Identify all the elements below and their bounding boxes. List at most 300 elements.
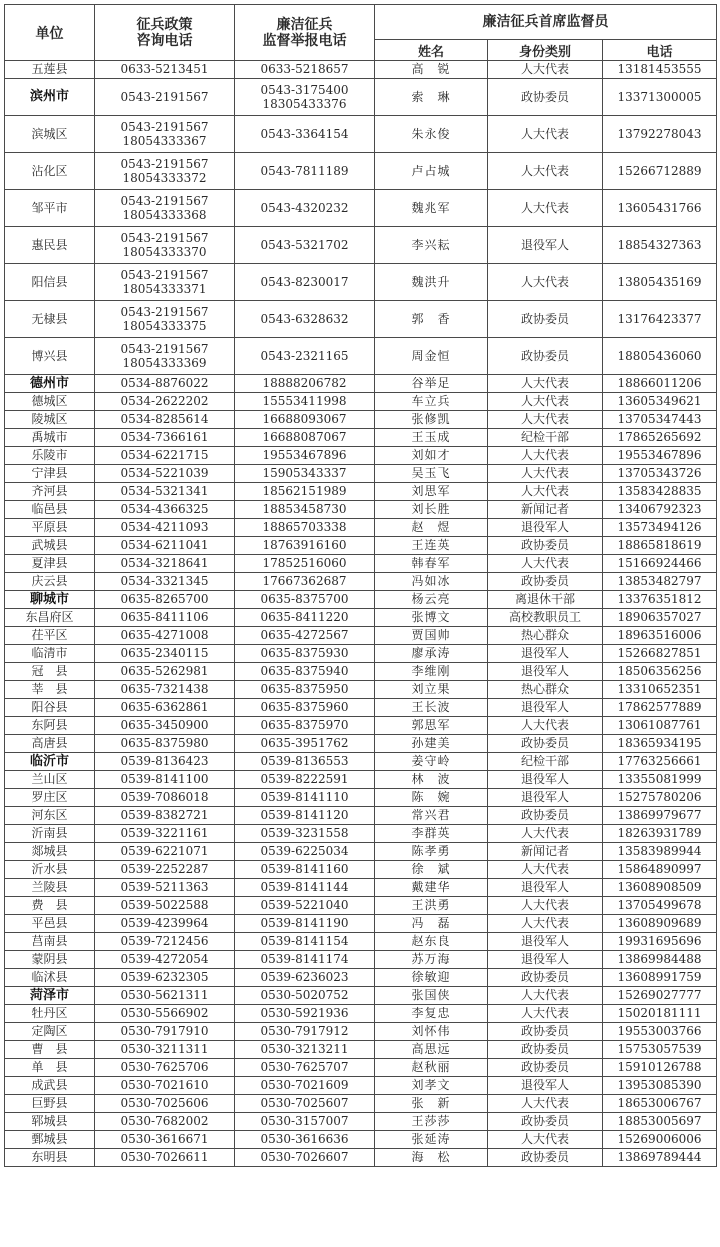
consult-phone-cell: 0539-4272054 (95, 951, 235, 969)
unit-cell: 郓城县 (5, 1113, 95, 1131)
phone-cell: 18854327363 (603, 227, 717, 264)
table-row (5, 116, 717, 153)
name-cell: 王洪勇 (375, 897, 488, 915)
phone-cell: 13376351812 (603, 591, 717, 609)
header-phone: 电话 (603, 40, 717, 61)
identity-cell: 离退休干部 (488, 591, 603, 609)
consult-phone-cell: 0543-2191567 18054333372 (95, 153, 235, 190)
report-phone-cell: 0635-8375940 (235, 663, 375, 681)
report-phone-cell: 0539-8222591 (235, 771, 375, 789)
unit-cell: 邹平市 (5, 190, 95, 227)
consult-phone-cell: 0543-2191567 18054333369 (95, 338, 235, 375)
name-cell: 徐 斌 (375, 861, 488, 879)
consult-phone-cell: 0635-6362861 (95, 699, 235, 717)
table-row (5, 501, 717, 519)
identity-cell: 新闻记者 (488, 843, 603, 861)
table-row (5, 1059, 717, 1077)
report-phone-cell: 0539-8141144 (235, 879, 375, 897)
report-phone-cell: 0635-4272567 (235, 627, 375, 645)
report-phone-cell: 0530-5020752 (235, 987, 375, 1005)
consult-phone-cell: 0539-7212456 (95, 933, 235, 951)
report-phone-cell: 0539-5221040 (235, 897, 375, 915)
identity-cell: 人大代表 (488, 897, 603, 915)
name-cell: 谷举足 (375, 375, 488, 393)
identity-cell: 高校教职员工 (488, 609, 603, 627)
consult-phone-cell: 0635-5262981 (95, 663, 235, 681)
identity-cell: 退役军人 (488, 699, 603, 717)
phone-cell: 18866011206 (603, 375, 717, 393)
consult-phone-cell: 0539-6232305 (95, 969, 235, 987)
name-cell: 冯如冰 (375, 573, 488, 591)
name-cell: 郭思军 (375, 717, 488, 735)
consult-phone-cell: 0539-5211363 (95, 879, 235, 897)
name-cell: 徐敏迎 (375, 969, 488, 987)
identity-cell: 人大代表 (488, 190, 603, 227)
unit-cell: 平邑县 (5, 915, 95, 933)
unit-cell: 定陶区 (5, 1023, 95, 1041)
identity-cell: 退役军人 (488, 227, 603, 264)
table-row (5, 681, 717, 699)
unit-cell: 武城县 (5, 537, 95, 555)
identity-cell: 人大代表 (488, 411, 603, 429)
table-body (5, 61, 717, 1167)
name-cell: 李兴耘 (375, 227, 488, 264)
unit-cell: 莘 县 (5, 681, 95, 699)
report-phone-cell: 15553411998 (235, 393, 375, 411)
phone-cell: 15266827851 (603, 645, 717, 663)
consult-phone-cell: 0539-6221071 (95, 843, 235, 861)
identity-cell: 政协委员 (488, 1113, 603, 1131)
name-cell: 王莎莎 (375, 1113, 488, 1131)
phone-cell: 13869984488 (603, 951, 717, 969)
consult-phone-cell: 0530-7917910 (95, 1023, 235, 1041)
unit-cell: 沾化区 (5, 153, 95, 190)
phone-cell: 13608991759 (603, 969, 717, 987)
name-cell: 王玉成 (375, 429, 488, 447)
table-row (5, 1113, 717, 1131)
name-cell: 陈孝勇 (375, 843, 488, 861)
phone-cell: 13605349621 (603, 393, 717, 411)
table-row (5, 264, 717, 301)
name-cell: 张修凯 (375, 411, 488, 429)
unit-cell: 平原县 (5, 519, 95, 537)
name-cell: 魏洪升 (375, 264, 488, 301)
report-phone-cell: 0530-7625707 (235, 1059, 375, 1077)
name-cell: 张国侠 (375, 987, 488, 1005)
identity-cell: 政协委员 (488, 1023, 603, 1041)
report-phone-cell: 0539-8141190 (235, 915, 375, 933)
name-cell: 贾国帅 (375, 627, 488, 645)
phone-cell: 18365934195 (603, 735, 717, 753)
table-row (5, 969, 717, 987)
consult-phone-cell: 0543-2191567 18054333371 (95, 264, 235, 301)
table-row (5, 227, 717, 264)
report-phone-cell: 0635-8411220 (235, 609, 375, 627)
unit-cell: 阳信县 (5, 264, 95, 301)
consult-phone-cell: 0539-2252287 (95, 861, 235, 879)
unit-cell: 河东区 (5, 807, 95, 825)
name-cell: 常兴君 (375, 807, 488, 825)
identity-cell: 政协委员 (488, 807, 603, 825)
name-cell: 周金恒 (375, 338, 488, 375)
consult-phone-cell: 0534-6211041 (95, 537, 235, 555)
identity-cell: 纪检干部 (488, 429, 603, 447)
identity-cell: 人大代表 (488, 717, 603, 735)
phone-cell: 13705343726 (603, 465, 717, 483)
consult-phone-cell: 0530-7026611 (95, 1149, 235, 1167)
identity-cell: 政协委员 (488, 537, 603, 555)
unit-cell: 费 县 (5, 897, 95, 915)
consult-phone-cell: 0539-8136423 (95, 753, 235, 771)
consult-phone-cell: 0530-5566902 (95, 1005, 235, 1023)
name-cell: 李复忠 (375, 1005, 488, 1023)
table-row (5, 153, 717, 190)
phone-cell: 13705347443 (603, 411, 717, 429)
table-row (5, 789, 717, 807)
unit-cell: 临沂市 (5, 753, 95, 771)
consult-phone-cell: 0530-7025606 (95, 1095, 235, 1113)
unit-cell: 沂水县 (5, 861, 95, 879)
table-row (5, 987, 717, 1005)
report-phone-cell: 0530-3213211 (235, 1041, 375, 1059)
consult-phone-cell: 0635-3450900 (95, 717, 235, 735)
table-row (5, 573, 717, 591)
unit-cell: 陵城区 (5, 411, 95, 429)
phone-cell: 15266712889 (603, 153, 717, 190)
name-cell: 朱永俊 (375, 116, 488, 153)
phone-cell: 13869979677 (603, 807, 717, 825)
identity-cell: 政协委员 (488, 1149, 603, 1167)
table-row (5, 447, 717, 465)
identity-cell: 退役军人 (488, 1077, 603, 1095)
consult-phone-cell: 0635-8375980 (95, 735, 235, 753)
supervisor-contact-table (4, 4, 717, 1167)
report-phone-cell: 0539-3231558 (235, 825, 375, 843)
table-row (5, 1005, 717, 1023)
phone-cell: 18653006767 (603, 1095, 717, 1113)
phone-cell: 13805435169 (603, 264, 717, 301)
phone-cell: 18963516006 (603, 627, 717, 645)
unit-cell: 曹 县 (5, 1041, 95, 1059)
phone-cell: 13573494126 (603, 519, 717, 537)
report-phone-cell: 0530-7026607 (235, 1149, 375, 1167)
unit-cell: 郯城县 (5, 843, 95, 861)
identity-cell: 人大代表 (488, 915, 603, 933)
phone-cell: 13310652351 (603, 681, 717, 699)
unit-cell: 兰陵县 (5, 879, 95, 897)
phone-cell: 19931695696 (603, 933, 717, 951)
name-cell: 索 琳 (375, 79, 488, 116)
unit-cell: 鄄城县 (5, 1131, 95, 1149)
name-cell: 戴建华 (375, 879, 488, 897)
name-cell: 赵秋丽 (375, 1059, 488, 1077)
unit-cell: 罗庄区 (5, 789, 95, 807)
unit-cell: 冠 县 (5, 663, 95, 681)
identity-cell: 人大代表 (488, 393, 603, 411)
table-row (5, 771, 717, 789)
phone-cell: 17763256661 (603, 753, 717, 771)
report-phone-cell: 0543-5321702 (235, 227, 375, 264)
identity-cell: 人大代表 (488, 861, 603, 879)
consult-phone-cell: 0534-6221715 (95, 447, 235, 465)
phone-cell: 13355081999 (603, 771, 717, 789)
report-phone-cell: 0530-7917912 (235, 1023, 375, 1041)
report-phone-cell: 0543-3175400 18305433376 (235, 79, 375, 116)
identity-cell: 人大代表 (488, 465, 603, 483)
name-cell: 陈 婉 (375, 789, 488, 807)
table-row (5, 338, 717, 375)
phone-cell: 13371300005 (603, 79, 717, 116)
report-phone-cell: 0635-8375960 (235, 699, 375, 717)
table-row (5, 699, 717, 717)
report-phone-cell: 0539-8141110 (235, 789, 375, 807)
table-row (5, 645, 717, 663)
report-phone-cell: 17852516060 (235, 555, 375, 573)
phone-cell: 18506356256 (603, 663, 717, 681)
unit-cell: 蒙阴县 (5, 951, 95, 969)
table-row (5, 843, 717, 861)
report-phone-cell: 0539-8141154 (235, 933, 375, 951)
identity-cell: 政协委员 (488, 79, 603, 116)
consult-phone-cell: 0534-2622202 (95, 393, 235, 411)
report-phone-cell: 0539-6225034 (235, 843, 375, 861)
identity-cell: 人大代表 (488, 987, 603, 1005)
table-row (5, 753, 717, 771)
report-phone-cell: 0543-8230017 (235, 264, 375, 301)
identity-cell: 政协委员 (488, 735, 603, 753)
phone-cell: 15275780206 (603, 789, 717, 807)
table-row (5, 393, 717, 411)
table-row (5, 190, 717, 227)
name-cell: 吴玉飞 (375, 465, 488, 483)
name-cell: 赵东良 (375, 933, 488, 951)
unit-cell: 临邑县 (5, 501, 95, 519)
phone-cell: 19553003766 (603, 1023, 717, 1041)
unit-cell: 沂南县 (5, 825, 95, 843)
unit-cell: 无棣县 (5, 301, 95, 338)
report-phone-cell: 15905343337 (235, 465, 375, 483)
unit-cell: 齐河县 (5, 483, 95, 501)
consult-phone-cell: 0530-7682002 (95, 1113, 235, 1131)
phone-cell: 15166924466 (603, 555, 717, 573)
consult-phone-cell: 0635-4271008 (95, 627, 235, 645)
header-name: 姓名 (375, 40, 488, 61)
identity-cell: 政协委员 (488, 969, 603, 987)
table-row (5, 609, 717, 627)
table-row (5, 897, 717, 915)
unit-cell: 博兴县 (5, 338, 95, 375)
phone-cell: 13061087761 (603, 717, 717, 735)
name-cell: 刘立果 (375, 681, 488, 699)
report-phone-cell: 18562151989 (235, 483, 375, 501)
name-cell: 张博文 (375, 609, 488, 627)
identity-cell: 热心群众 (488, 627, 603, 645)
unit-cell: 高唐县 (5, 735, 95, 753)
report-phone-cell: 0633-5218657 (235, 61, 375, 79)
unit-cell: 兰山区 (5, 771, 95, 789)
unit-cell: 临沭县 (5, 969, 95, 987)
phone-cell: 13176423377 (603, 301, 717, 338)
consult-phone-cell: 0534-4211093 (95, 519, 235, 537)
consult-phone-cell: 0530-7021610 (95, 1077, 235, 1095)
report-phone-cell: 0530-7025607 (235, 1095, 375, 1113)
consult-phone-cell: 0539-4239964 (95, 915, 235, 933)
consult-phone-cell: 0635-2340115 (95, 645, 235, 663)
name-cell: 李维刚 (375, 663, 488, 681)
consult-phone-cell: 0534-8285614 (95, 411, 235, 429)
report-phone-cell: 0530-5921936 (235, 1005, 375, 1023)
identity-cell: 退役军人 (488, 771, 603, 789)
name-cell: 王长波 (375, 699, 488, 717)
report-phone-cell: 18763916160 (235, 537, 375, 555)
header-identity: 身份类别 (488, 40, 603, 61)
table-row (5, 537, 717, 555)
phone-cell: 13583428835 (603, 483, 717, 501)
consult-phone-cell: 0534-5321341 (95, 483, 235, 501)
report-phone-cell: 18865703338 (235, 519, 375, 537)
unit-cell: 德城区 (5, 393, 95, 411)
name-cell: 刘长胜 (375, 501, 488, 519)
unit-cell: 东明县 (5, 1149, 95, 1167)
report-phone-cell: 17667362687 (235, 573, 375, 591)
table-row (5, 1095, 717, 1113)
consult-phone-cell: 0539-5022588 (95, 897, 235, 915)
unit-cell: 莒南县 (5, 933, 95, 951)
identity-cell: 退役军人 (488, 879, 603, 897)
name-cell: 孙建美 (375, 735, 488, 753)
identity-cell: 退役军人 (488, 789, 603, 807)
phone-cell: 19553467896 (603, 447, 717, 465)
phone-cell: 18865818619 (603, 537, 717, 555)
table-row (5, 735, 717, 753)
identity-cell: 人大代表 (488, 1131, 603, 1149)
phone-cell: 13705499678 (603, 897, 717, 915)
table-row (5, 301, 717, 338)
report-phone-cell: 0543-3364154 (235, 116, 375, 153)
identity-cell: 政协委员 (488, 1059, 603, 1077)
name-cell: 韩春军 (375, 555, 488, 573)
report-phone-cell: 0539-8141160 (235, 861, 375, 879)
supervisor-contact-table-container (4, 4, 716, 1167)
identity-cell: 热心群众 (488, 681, 603, 699)
consult-phone-cell: 0543-2191567 18054333367 (95, 116, 235, 153)
consult-phone-cell: 0534-4366325 (95, 501, 235, 519)
phone-cell: 18906357027 (603, 609, 717, 627)
unit-cell: 成武县 (5, 1077, 95, 1095)
consult-phone-cell: 0530-3211311 (95, 1041, 235, 1059)
unit-cell: 牡丹区 (5, 1005, 95, 1023)
table-row (5, 861, 717, 879)
report-phone-cell: 0543-6328632 (235, 301, 375, 338)
phone-cell: 18805436060 (603, 338, 717, 375)
report-phone-cell: 0635-3951762 (235, 735, 375, 753)
identity-cell: 人大代表 (488, 483, 603, 501)
consult-phone-cell: 0534-5221039 (95, 465, 235, 483)
table-row (5, 807, 717, 825)
table-row (5, 61, 717, 79)
unit-cell: 茌平区 (5, 627, 95, 645)
name-cell: 杨云亮 (375, 591, 488, 609)
identity-cell: 纪检干部 (488, 753, 603, 771)
identity-cell: 政协委员 (488, 338, 603, 375)
consult-phone-cell: 0543-2191567 18054333370 (95, 227, 235, 264)
header-chief-supervisor: 廉洁征兵首席监督员 (375, 5, 717, 40)
table-row (5, 1041, 717, 1059)
phone-cell: 15269027777 (603, 987, 717, 1005)
report-phone-cell: 0530-3616636 (235, 1131, 375, 1149)
table-row (5, 933, 717, 951)
unit-cell: 五莲县 (5, 61, 95, 79)
consult-phone-cell: 0530-5621311 (95, 987, 235, 1005)
phone-cell: 15020181111 (603, 1005, 717, 1023)
report-phone-cell: 0543-4320232 (235, 190, 375, 227)
identity-cell: 人大代表 (488, 264, 603, 301)
table-row (5, 951, 717, 969)
consult-phone-cell: 0635-8265700 (95, 591, 235, 609)
identity-cell: 政协委员 (488, 301, 603, 338)
unit-cell: 夏津县 (5, 555, 95, 573)
report-phone-cell: 0635-8375950 (235, 681, 375, 699)
identity-cell: 人大代表 (488, 1095, 603, 1113)
identity-cell: 退役军人 (488, 645, 603, 663)
phone-cell: 15864890997 (603, 861, 717, 879)
name-cell: 张 新 (375, 1095, 488, 1113)
table-row (5, 79, 717, 116)
consult-phone-cell: 0539-3221161 (95, 825, 235, 843)
unit-cell: 聊城市 (5, 591, 95, 609)
name-cell: 高 锐 (375, 61, 488, 79)
name-cell: 魏兆军 (375, 190, 488, 227)
table-row (5, 411, 717, 429)
phone-cell: 18263931789 (603, 825, 717, 843)
unit-cell: 滨城区 (5, 116, 95, 153)
report-phone-cell: 16688087067 (235, 429, 375, 447)
name-cell: 姜守岭 (375, 753, 488, 771)
phone-cell: 13869789444 (603, 1149, 717, 1167)
phone-cell: 13953085390 (603, 1077, 717, 1095)
unit-cell: 庆云县 (5, 573, 95, 591)
table-row (5, 375, 717, 393)
unit-cell: 临清市 (5, 645, 95, 663)
name-cell: 车立兵 (375, 393, 488, 411)
report-phone-cell: 0543-2321165 (235, 338, 375, 375)
unit-cell: 东昌府区 (5, 609, 95, 627)
unit-cell: 滨州市 (5, 79, 95, 116)
phone-cell: 15910126788 (603, 1059, 717, 1077)
name-cell: 刘怀伟 (375, 1023, 488, 1041)
identity-cell: 人大代表 (488, 825, 603, 843)
header-consult-phone: 征兵政策 咨询电话 (95, 5, 235, 61)
consult-phone-cell: 0543-2191567 18054333368 (95, 190, 235, 227)
phone-cell: 13406792323 (603, 501, 717, 519)
report-phone-cell: 0539-8141174 (235, 951, 375, 969)
table-row (5, 717, 717, 735)
report-phone-cell: 0530-3157007 (235, 1113, 375, 1131)
unit-cell: 禹城市 (5, 429, 95, 447)
table-row (5, 465, 717, 483)
unit-cell: 菏泽市 (5, 987, 95, 1005)
phone-cell: 17865265692 (603, 429, 717, 447)
name-cell: 苏万海 (375, 951, 488, 969)
unit-cell: 乐陵市 (5, 447, 95, 465)
table-row (5, 591, 717, 609)
table-row (5, 1077, 717, 1095)
report-phone-cell: 0635-8375970 (235, 717, 375, 735)
name-cell: 冯 磊 (375, 915, 488, 933)
unit-cell: 德州市 (5, 375, 95, 393)
report-phone-cell: 18888206782 (235, 375, 375, 393)
table-row (5, 915, 717, 933)
